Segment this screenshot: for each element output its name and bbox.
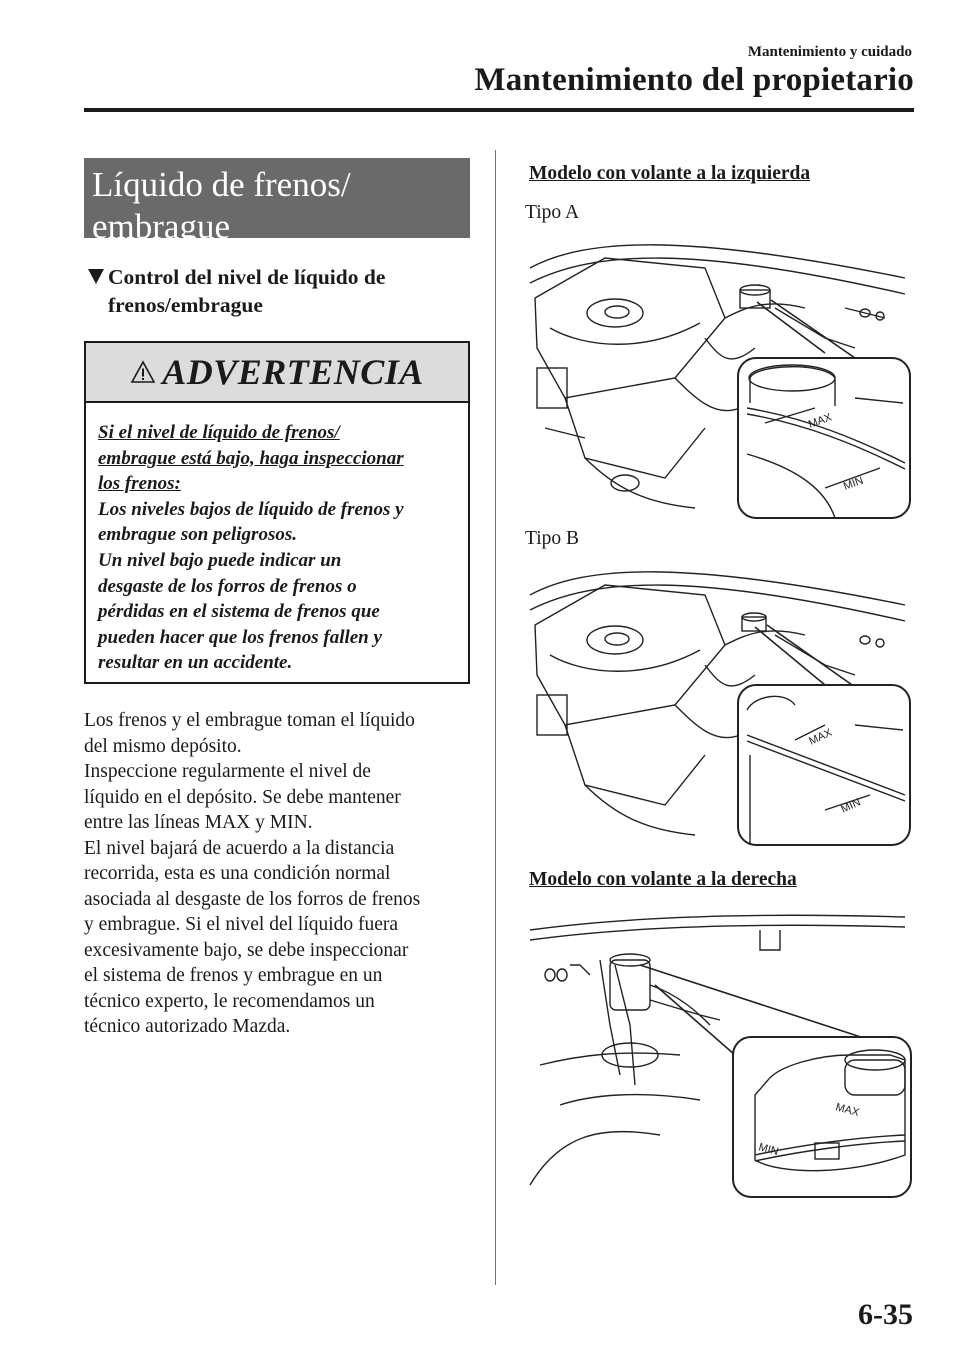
warning-underlined-line: embrague está bajo, haga inspeccionar [98, 447, 404, 469]
lhd-caption: Modelo con volante a la izquierda [529, 163, 811, 184]
type-a-label: Tipo A [525, 202, 580, 223]
warning-line: desgaste de los forros de frenos o [98, 575, 357, 597]
warning-line: pueden hacer que los frenos fallen y [98, 626, 382, 648]
banner-line-2: embrague [92, 207, 230, 246]
body-paragraph: Los frenos y el embrague toman el líquido del mismo depósito. Inspeccione regularmente el nivel de líquido en el depósito. Se debe mantener entre las líneas MAX y MIN. El nivel bajará de acuerdo a la distancia recorrida, esta es una condición normal asociada al desgaste de los forros de frenos y embrague. Si el nivel del líquido fuera excesivamente bajo, se debe inspeccionar el sistema de frenos y embrague en un técnico experto, le recomendamos un técnico autorizado Mazda. [84, 710, 421, 1037]
page-number: 6-35 [858, 1298, 913, 1331]
section-banner [84, 158, 470, 246]
warning-line: embrague son peligrosos. [98, 524, 297, 546]
subheading [88, 263, 468, 319]
banner-line-1: Líquido de frenos/ [92, 165, 351, 204]
header-rule [84, 108, 914, 112]
warning-underlined-line: los frenos: [98, 473, 181, 495]
column-divider [495, 150, 496, 1285]
warning-label: ADVERTENCIA [162, 352, 424, 392]
warning-line: Los niveles bajos de líquido de frenos y [98, 498, 404, 520]
chapter-title: Mantenimiento y cuidado [747, 44, 912, 60]
subheading-line-2: frenos/embrague [108, 293, 263, 317]
section-title: Mantenimiento del propietario [474, 62, 914, 98]
min-mark-label: MIN [757, 1141, 780, 1159]
rhd-caption: Modelo con volante a la derecha [529, 869, 797, 890]
triangle-bullet-icon [88, 269, 104, 284]
warning-triangle-icon [130, 360, 156, 384]
engine-bay-rhd-illustration [520, 905, 915, 1200]
warning-box [84, 341, 470, 684]
warning-line: pérdidas en el sistema de frenos que [98, 601, 380, 623]
engine-bay-type-b-illustration [525, 555, 915, 850]
warning-underlined-line: Si el nivel de líquido de frenos/ [98, 422, 340, 443]
warning-line: Un nivel bajo puede indicar un [98, 549, 342, 571]
max-mark-label: MAX [807, 726, 834, 748]
max-mark-label: MAX [806, 411, 834, 431]
subheading-line-1: Control del nivel de líquido de [108, 265, 386, 289]
min-mark-label: MIN [841, 474, 865, 493]
engine-bay-type-a-illustration [525, 228, 915, 523]
warning-line: resultar en un accidente. [98, 652, 293, 674]
warning-header [86, 343, 468, 403]
max-mark-label: MAX [834, 1101, 861, 1120]
warning-body [86, 403, 468, 676]
type-b-label: Tipo B [525, 528, 580, 549]
min-mark-label: MIN [839, 796, 863, 816]
